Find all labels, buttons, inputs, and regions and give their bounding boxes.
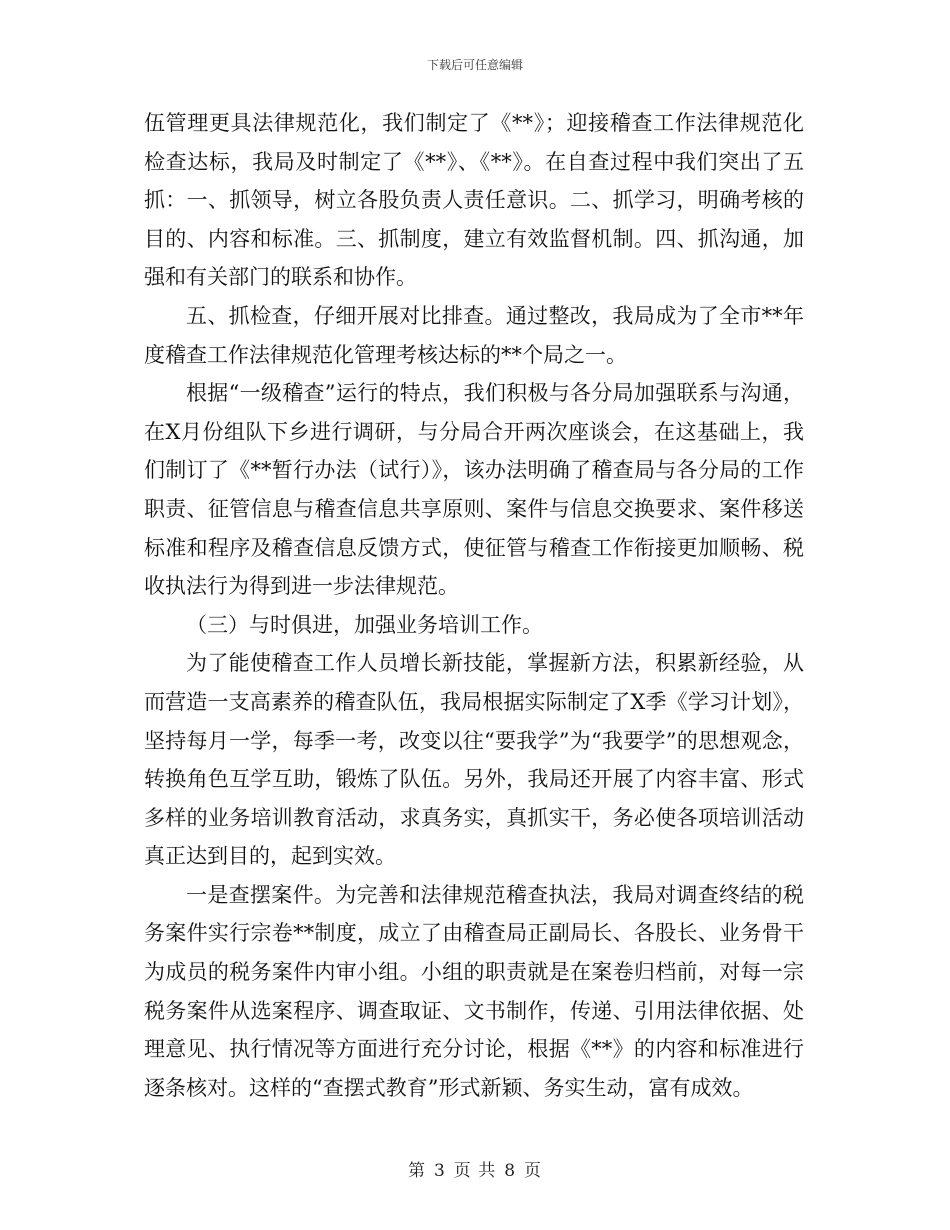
paragraph: 为了能使稽查工作人员增长新技能，掌握新方法，积累新经验，从而营造一支高素养的稽查队伍，我局根据实际制定了X季《学习计划》，坚持每月一学，每季一考，改变以往“要我学”为“我要学”的思想观念，转换角色互学互助，锻炼了队伍。另外，我局还开展了内容丰富、形式多样的业务培训教育活动，求真务实，真抓实干，务必使各项培训活动真正达到目的，起到实效。 [144, 651, 804, 869]
page-label-suffix: 页 [524, 1161, 543, 1181]
total-pages-number: 8 [504, 1161, 517, 1181]
paragraph: 根据“一级稽查”运行的特点，我们积极与各分局加强联系与沟通，在X月份组队下乡进行调研，与分局合开两次座谈会，在这基础上，我们制订了《**暂行办法（试行）》，该办法明确了稽查局与各分局的工作职责、征管信息与稽查信息共享原则、案件与信息交换要求、案件移送标准和程序及稽查信息反馈方式，使征管与稽查工作衔接更加顺畅、税收执法行为得到进一步法律规范。 [144, 381, 804, 599]
page-footer [0, 1156, 950, 1181]
paragraph-continuation: 伍管理更具法律规范化，我们制定了《**》；迎接稽查工作法律规范化检查达标，我局及时制定了《**》、《**》。在自查过程中我们突出了五抓：一、抓领导，树立各股负责人责任意识。二、抓学习，明确考核的目的、内容和标准。三、抓制度，建立有效监督机制。四、抓沟通，加强和有关部门的联系和协作。 [144, 111, 804, 290]
paragraph: 一是查摆案件。为完善和法律规范稽查执法，我局对调查终结的税务案件实行宗卷**制度，成立了由稽查局正副局长、各股长、业务骨干为成员的税务案件内审小组。小组的职责就是在案卷归档前，对每一宗税务案件从选案程序、调查取证、文书制作，传递、引用法律依据、处理意见、执行情况等方面进行充分讨论，根据《**》的内容和标准进行逐条核对。这样的“查摆式教育”形式新颖、务实生动，富有成效。 [144, 882, 804, 1100]
page-header [0, 56, 950, 73]
page-label-middle: 页 共 [453, 1161, 497, 1181]
paragraph: 五、抓检查，仔细开展对比排查。通过整改，我局成为了全市**年度稽查工作法律规范化管理考核达标的**个局之一。 [144, 303, 804, 367]
header-text: 下载后可任意编辑 [426, 58, 523, 72]
current-page-number: 3 [433, 1161, 446, 1181]
document-body [144, 104, 804, 1107]
page-label-prefix: 第 [407, 1161, 426, 1181]
section-heading: （三）与时俱进，加强业务培训工作。 [186, 612, 543, 637]
